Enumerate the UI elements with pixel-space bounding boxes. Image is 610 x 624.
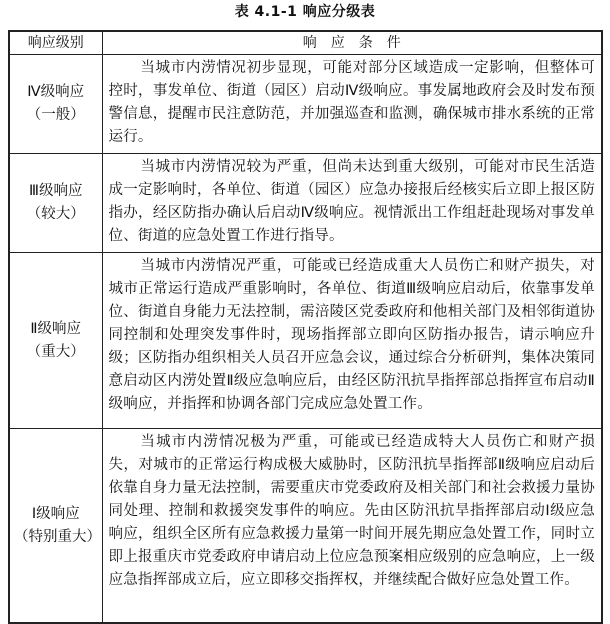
table-header-row bbox=[9, 31, 602, 55]
table-row-level-3 bbox=[9, 154, 602, 253]
condition-text: 当城市内涝情况严重，可能或已经造成重大人员伤亡和财产损失，对城市正常运行造成严重影响时，各单位、街道Ⅲ级响应启动后，依靠事发单位、街道自身能力无法控制，需涪陵区党委政府和他相关部门及相邻街道协同控制和处理突发事件时，现场指挥部立即向区防指办报告，请示响应升级；区防指办组织相关人员召开应急会议，通过综合分析研判，集体决策同意启动区内涝处置Ⅱ级应急响应后，由经区防汛抗旱指挥部总指挥宣布启动Ⅱ级响应，并指挥和协调各部门完成应急处置工作。 bbox=[102, 253, 602, 429]
level-name: Ⅱ级响应 bbox=[30, 320, 82, 337]
header-response-conditions: 响应条件 bbox=[102, 31, 602, 55]
level-name: Ⅰ级响应 bbox=[31, 505, 80, 522]
level-severity: （重大） bbox=[26, 343, 85, 360]
level-severity: （较大） bbox=[26, 206, 85, 222]
table-title: 表 4.1-1 响应分级表 bbox=[234, 4, 376, 20]
level-name: Ⅳ级响应 bbox=[27, 84, 85, 100]
level-name: Ⅲ级响应 bbox=[29, 183, 83, 199]
condition-text: 当城市内涝情况较为严重，但尚未达到重大级别，可能对市民生活造成一定影响时，各单位、街道（园区）应急办接报后经核实后立即上报区防指办，经区防指办确认后启动Ⅳ级响应。视情派出工作组赶赴现场对事发单位、街道的应急处置工作进行指导。 bbox=[102, 154, 602, 253]
table-row-level-1 bbox=[9, 429, 602, 624]
condition-text: 当城市内涝情况初步显现，可能对部分区域造成一定影响，但整体可控时，事发单位、街道（园区）启动Ⅳ级响应。事发属地政府会及时发布预警信息，提醒市民注意防范，并加强巡查和监测，确保城市排水系统的正常运行。 bbox=[102, 55, 602, 154]
condition-text: 当城市内涝情况极为严重，可能或已经造成特大人员伤亡和财产损失，对城市的正常运行构成极大威胁时，区防汛抗旱指挥部Ⅱ级响应启动后依靠自身力量无法控制，需要重庆市党委政府及相关部门和社会救援力量协同处理、控制和救援突发事件的响应。先由区防汛抗旱指挥部启动Ⅰ级应急响应，组织全区所有应急救援力量第一时间开展先期应急处置工作，同时立即上报重庆市党委政府申请启动上位应急预案相应级别的应急响应，上一级应急指挥部成立后，应立即移交指挥权，并继续配合做好应急处置工作。 bbox=[102, 429, 602, 624]
level-cell bbox=[9, 429, 102, 624]
response-level-table bbox=[8, 30, 603, 624]
table-row-level-2 bbox=[9, 253, 602, 429]
level-cell bbox=[9, 253, 102, 429]
level-severity: （一般） bbox=[26, 107, 85, 123]
level-cell bbox=[9, 55, 102, 154]
table-row-level-4 bbox=[9, 55, 602, 154]
level-cell bbox=[9, 154, 102, 253]
header-response-level: 响应级别 bbox=[9, 31, 102, 55]
level-severity: （特别重大） bbox=[14, 528, 101, 545]
